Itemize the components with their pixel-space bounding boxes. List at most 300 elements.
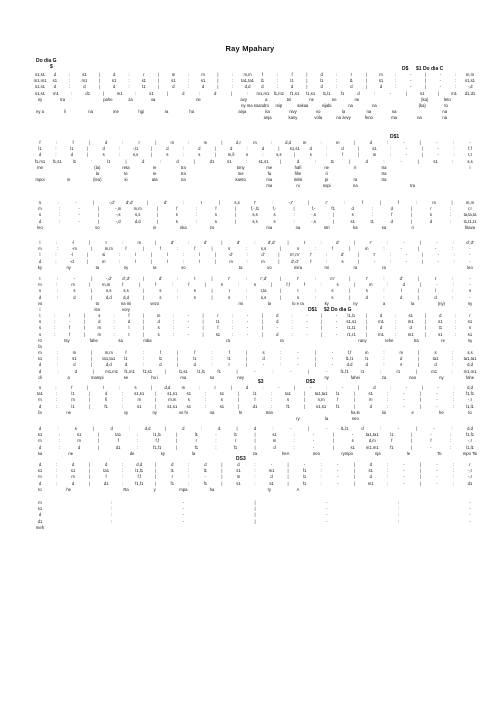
score-cell: r' [325, 200, 328, 205]
score-cell: d [341, 146, 344, 152]
score-cell: : [122, 468, 124, 474]
score-cell: m [71, 474, 75, 480]
score-cell: l [39, 240, 41, 245]
score-cell: mira [293, 264, 303, 270]
score-cell: d,d [244, 84, 251, 90]
score-cell: | [221, 468, 223, 474]
score-cell: d [38, 444, 42, 450]
score-cell: l1 [290, 78, 294, 84]
score-cell: | [83, 313, 86, 318]
score-cell: l1,l1 [466, 403, 474, 409]
score-cell: l [128, 325, 130, 331]
score-cell: | [87, 385, 89, 390]
score-cell: - [405, 252, 407, 258]
score-cell: : [122, 391, 124, 397]
score-cell: r [469, 462, 471, 467]
score-cell: s,s [132, 152, 139, 158]
score-cell: -,r [468, 474, 472, 480]
score-cell: ra [164, 109, 169, 115]
score-cell: : [211, 356, 213, 362]
score-cell: d [434, 362, 437, 368]
score-cell: l [135, 252, 137, 258]
score-cell: | [214, 258, 216, 264]
score-cell: | [353, 140, 355, 145]
score-cell: s [38, 385, 42, 390]
score-cell: heA [281, 450, 290, 456]
score-cell: | [417, 158, 419, 164]
score-cell: - [306, 331, 308, 337]
score-cell: - [306, 319, 308, 325]
score-cell: : [122, 403, 124, 409]
score-cell: | [91, 246, 93, 252]
score-cell: d [38, 152, 42, 158]
score-cell: m [335, 140, 340, 145]
score-cell: | [204, 282, 206, 288]
score-cell: | [221, 480, 223, 486]
score-cell: - [262, 362, 265, 368]
score-cell: : [54, 313, 56, 318]
score-cell: | [89, 480, 91, 486]
score-cell: | [365, 319, 367, 325]
score-cell: | [254, 444, 256, 450]
score-cell: s1 [226, 158, 232, 164]
score-cell: m,m [465, 200, 475, 205]
score-cell: ra [280, 337, 284, 343]
score-cell: f,f [468, 146, 472, 152]
score-cell: i [469, 164, 471, 170]
score-cell: d,d [467, 385, 473, 390]
score-cell: m [369, 282, 373, 288]
score-cell: ny [152, 409, 157, 415]
score-cell: sy [160, 450, 165, 456]
score-cell: : [453, 252, 455, 258]
score-cell: s1 [37, 506, 43, 512]
score-cell: d [73, 294, 76, 300]
score-cell: | [294, 152, 296, 158]
score-cell: | [125, 158, 127, 164]
score-cell: - [182, 512, 185, 518]
score-cell: | [138, 282, 140, 288]
score-cell: : [449, 212, 452, 218]
score-cell: f [155, 282, 157, 288]
score-cell: : [314, 158, 316, 164]
score-cell: | [211, 246, 213, 252]
score-cell: m,m [465, 72, 475, 77]
score-cell: : [335, 72, 338, 77]
score-cell: d,r [236, 140, 241, 145]
score-cell: y [153, 486, 156, 492]
score-cell: s1 [111, 78, 117, 84]
score-cell: d [373, 385, 376, 390]
score-cell: r [195, 438, 198, 444]
score-cell: - [436, 397, 438, 403]
score-cell: | [254, 500, 256, 505]
score-cell: : [280, 356, 282, 362]
score-cell: - [75, 200, 77, 205]
score-cell: f1,m1 [34, 158, 46, 164]
score-cell: : [395, 72, 397, 77]
score-cell: | [164, 426, 166, 431]
score-cell: - [436, 240, 438, 245]
score-cell: m [365, 246, 369, 252]
score-cell: nka [179, 224, 187, 230]
score-cell: : [232, 78, 234, 84]
score-cell: | [421, 152, 423, 158]
score-cell: r,r [468, 206, 472, 212]
score-cell: - [469, 294, 471, 300]
score-cell: : [386, 140, 388, 145]
score-cell: s1,s1 [34, 90, 46, 96]
score-cell: m [372, 152, 377, 158]
score-cell: d [166, 146, 169, 152]
score-cell: l1 [72, 158, 77, 164]
score-cell: d [104, 462, 108, 467]
score-cell: - [336, 468, 339, 474]
score-cell: : [452, 397, 455, 403]
score-cell: d [261, 84, 264, 90]
score-cell: - [182, 518, 185, 524]
score-cell: m1 [53, 90, 59, 96]
score-cell: : [55, 397, 58, 403]
score-cell: d' [261, 252, 265, 258]
score-cell: : [395, 331, 397, 337]
score-cell: ny ma soandro [241, 103, 269, 108]
score-cell: f [39, 140, 41, 145]
score-cell: : [293, 432, 295, 438]
score-cell: : [246, 90, 248, 96]
score-cell: reta [122, 164, 130, 170]
score-cell: | [379, 200, 381, 205]
score-cell: | [98, 206, 100, 212]
score-cell: | [98, 212, 100, 218]
score-cell: f,f [347, 350, 352, 355]
score-cell: t,t [468, 152, 472, 158]
score-cell: - [434, 246, 437, 252]
score-cell: m [170, 140, 175, 145]
score-cell: f [397, 200, 399, 205]
score-cell: d [104, 391, 108, 397]
score-cell: d [369, 403, 372, 409]
score-cell: d [217, 426, 221, 431]
score-cell: : [113, 319, 115, 325]
score-cell: | [332, 444, 334, 450]
score-cell: ny [467, 300, 473, 306]
score-cell: m1 [116, 90, 123, 96]
score-cell: s1 [420, 90, 425, 96]
score-cell: | [93, 200, 95, 205]
score-cell: f1 [302, 468, 307, 474]
score-cell: | [410, 218, 412, 224]
score-cell: : [119, 146, 121, 152]
score-cell: : [314, 246, 316, 252]
score-cell: : [386, 468, 388, 474]
score-cell: : [386, 403, 388, 409]
score-cell: | [98, 72, 100, 77]
score-cell: na [209, 409, 215, 415]
score-cell: : [182, 200, 184, 205]
score-cell: d [172, 84, 175, 90]
score-cell: | [217, 84, 219, 90]
score-cell: ra [226, 337, 230, 343]
score-cell: s1 [350, 444, 355, 450]
score-cell: | [280, 276, 282, 281]
score-row [0, 115, 500, 122]
score-cell: d [253, 426, 257, 431]
score-cell: | [214, 152, 216, 158]
score-cell: d1 [209, 158, 215, 164]
score-cell: - [397, 426, 400, 431]
score-cell: s1,s1 [134, 391, 145, 397]
score-cell: | [155, 391, 157, 397]
score-cell: la [411, 300, 415, 306]
score-cell: : [111, 506, 113, 512]
score-cell: : [113, 325, 115, 331]
score-cell: s [38, 331, 42, 337]
score-cell: d [71, 462, 75, 467]
score-cell: ny [37, 96, 43, 102]
score-cell: : [270, 391, 273, 397]
score-cell: m1,m1 [33, 78, 47, 84]
score-cell: | [365, 72, 367, 77]
score-cell: l [103, 385, 105, 390]
score-cell: ta1,ta1 [365, 432, 379, 438]
score-cell: s1 [368, 391, 373, 397]
score-cell: l' [309, 252, 312, 258]
score-cell: d [273, 444, 276, 450]
score-cell: f1,f1 [465, 432, 475, 438]
score-cell: f [122, 282, 124, 288]
score-cell: ta [95, 264, 100, 270]
score-cell: | [410, 212, 412, 218]
score-cell: ny [439, 374, 444, 380]
score-cell: s1 [171, 78, 176, 84]
score-cell: : [452, 240, 455, 245]
score-cell: meh [35, 524, 45, 530]
score-cell: r [469, 313, 471, 318]
score-cell: ma [391, 115, 398, 121]
score-cell: : [69, 72, 71, 77]
score-cell: s [198, 152, 201, 158]
score-cell: - [403, 403, 405, 409]
repeat-marker: DS3 [236, 456, 246, 462]
score-cell: -,s [311, 212, 316, 218]
score-cell: m,m [102, 282, 111, 288]
score-cell: ta1 [103, 468, 110, 474]
score-cell: To [437, 450, 442, 456]
score-cell: | [230, 90, 232, 96]
score-cell: (ka) [421, 96, 429, 102]
score-cell: : [453, 146, 455, 152]
score-cell: hi [239, 409, 243, 415]
score-cell: s1,s1 [34, 72, 46, 77]
score-cell: fahei [350, 374, 360, 380]
score-cell: s1 [467, 331, 473, 337]
score-cell: - [78, 218, 80, 224]
score-cell: ta1 [285, 391, 291, 397]
score-cell: d [38, 462, 42, 467]
score-cell: d,d [123, 294, 129, 300]
score-cell: : [395, 78, 397, 84]
score-cell: s [434, 350, 437, 355]
score-cell: t1,t1 [347, 325, 356, 331]
score-cell: : [91, 158, 93, 164]
score-cell: | [143, 319, 145, 325]
score-cell: mip [275, 103, 283, 108]
score-cell: to [38, 486, 42, 492]
score-cell: | [417, 294, 419, 300]
score-cell: n,m [317, 397, 325, 403]
score-cell: : [122, 240, 124, 245]
score-row [0, 451, 500, 458]
score-cell: : [188, 474, 190, 480]
score-cell: s [102, 152, 105, 158]
score-cell: | [211, 276, 213, 281]
score-cell: s [296, 246, 300, 252]
score-cell: | [254, 512, 256, 518]
score-cell: tra [381, 177, 387, 183]
score-cell: | [287, 468, 289, 474]
score-cell: f1,s1 [290, 90, 300, 96]
score-cell: s [336, 282, 339, 288]
score-cell: m1,m1 [256, 90, 270, 96]
score-cell: - [336, 474, 339, 480]
score-cell: : [451, 426, 453, 431]
score-cell: ra [382, 264, 386, 270]
score-cell: d [182, 426, 185, 431]
score-cell: | [150, 385, 153, 390]
score-cell: ha le [350, 409, 360, 415]
score-cell: : [386, 397, 388, 403]
score-cell: f [159, 350, 161, 355]
score-cell: m [101, 258, 106, 264]
score-cell: s [309, 152, 312, 158]
score-cell: : [272, 200, 274, 205]
score-cell: d [71, 480, 75, 486]
score-cell: fitava [464, 224, 476, 230]
score-cell: : [389, 252, 391, 258]
score-cell: d [38, 218, 42, 224]
score-cell: na [352, 183, 358, 189]
score-cell: : [395, 313, 397, 318]
score-cell: : [58, 432, 61, 438]
score-cell: m1 [81, 78, 88, 84]
score-cell: d [379, 313, 383, 318]
score-cell: | [365, 84, 367, 90]
score-cell: : [232, 325, 234, 331]
score-cell: d [261, 146, 265, 152]
score-cell: : [172, 331, 175, 337]
score-cell: d [270, 474, 273, 480]
score-cell: | [353, 391, 355, 397]
score-cell: m [38, 282, 42, 288]
score-cell: | [254, 432, 256, 438]
score-cell: d [390, 218, 393, 224]
score-cell: d1 [115, 444, 121, 450]
score-cell: | [91, 362, 93, 368]
score-cell: s1 [438, 319, 443, 325]
score-cell: - [403, 397, 405, 403]
score-cell: | [306, 78, 308, 84]
score-cell: f,- [272, 206, 277, 212]
score-cell: : [452, 158, 454, 164]
score-cell: - [405, 258, 407, 264]
score-cell: ri [354, 164, 357, 170]
score-cell: : [326, 385, 328, 390]
score-cell: - [400, 158, 402, 164]
score-cell: na [442, 115, 448, 121]
score-cell: leto [443, 96, 451, 102]
score-cell: : [55, 474, 58, 480]
score-cell: : [293, 444, 295, 450]
score-cell: l1,s1 [178, 368, 188, 374]
score-cell: - [437, 146, 439, 152]
score-cell: : [56, 276, 58, 281]
score-cell: -l [70, 252, 74, 258]
score-cell: hgi [138, 109, 144, 115]
score-cell: s [214, 218, 217, 224]
score-cell: -,r [468, 397, 472, 403]
score-cell: (ka) [418, 103, 426, 108]
score-cell: s [159, 294, 162, 300]
score-cell: f1,f1 [153, 444, 162, 450]
score-cell: : [55, 240, 58, 245]
score-cell: | [306, 84, 308, 90]
score-cell: t1 [142, 84, 146, 90]
score-cell: | [357, 152, 360, 158]
score-cell: : [383, 294, 385, 300]
score-cell: avy [240, 96, 247, 102]
score-cell: : [452, 140, 455, 145]
score-cell: | [103, 90, 105, 96]
score-cell: | [93, 426, 95, 431]
score-cell: | [261, 331, 263, 337]
score-cell: -l [71, 240, 75, 245]
score-cell: : [453, 385, 455, 390]
score-cell: : [232, 331, 234, 337]
score-cell: ma [266, 224, 273, 230]
score-cell: : [454, 313, 456, 318]
score-cell: ne [354, 96, 360, 102]
score-cell: re [152, 171, 157, 176]
score-cell: f [194, 350, 196, 355]
score-cell: t [297, 288, 299, 294]
score-cell: s1 [52, 78, 58, 84]
score-cell: : [55, 391, 58, 397]
score-cell: : [389, 146, 391, 152]
score-cell: : [55, 252, 57, 258]
score-cell: ka [353, 224, 358, 230]
score-cell: vo [181, 264, 186, 270]
score-cell: : [177, 246, 179, 252]
repeat-marker: D$ [402, 66, 409, 72]
score-cell: f1 [331, 206, 335, 212]
score-cell: mi [238, 300, 243, 306]
score-cell: : [57, 200, 59, 205]
score-cell: s [468, 288, 472, 294]
score-cell: - [405, 152, 407, 158]
score-cell: d [365, 294, 368, 300]
score-cell: : [137, 432, 139, 438]
score-cell: s [214, 212, 217, 218]
score-cell: s,s [260, 246, 267, 252]
score-cell: ha [189, 109, 195, 115]
score-cell: | [177, 356, 179, 362]
score-cell: - [336, 462, 339, 467]
score-cell: | [98, 84, 100, 90]
score-cell: tra [413, 337, 419, 343]
score-cell: s1 [149, 90, 154, 96]
score-cell: l [69, 313, 71, 318]
